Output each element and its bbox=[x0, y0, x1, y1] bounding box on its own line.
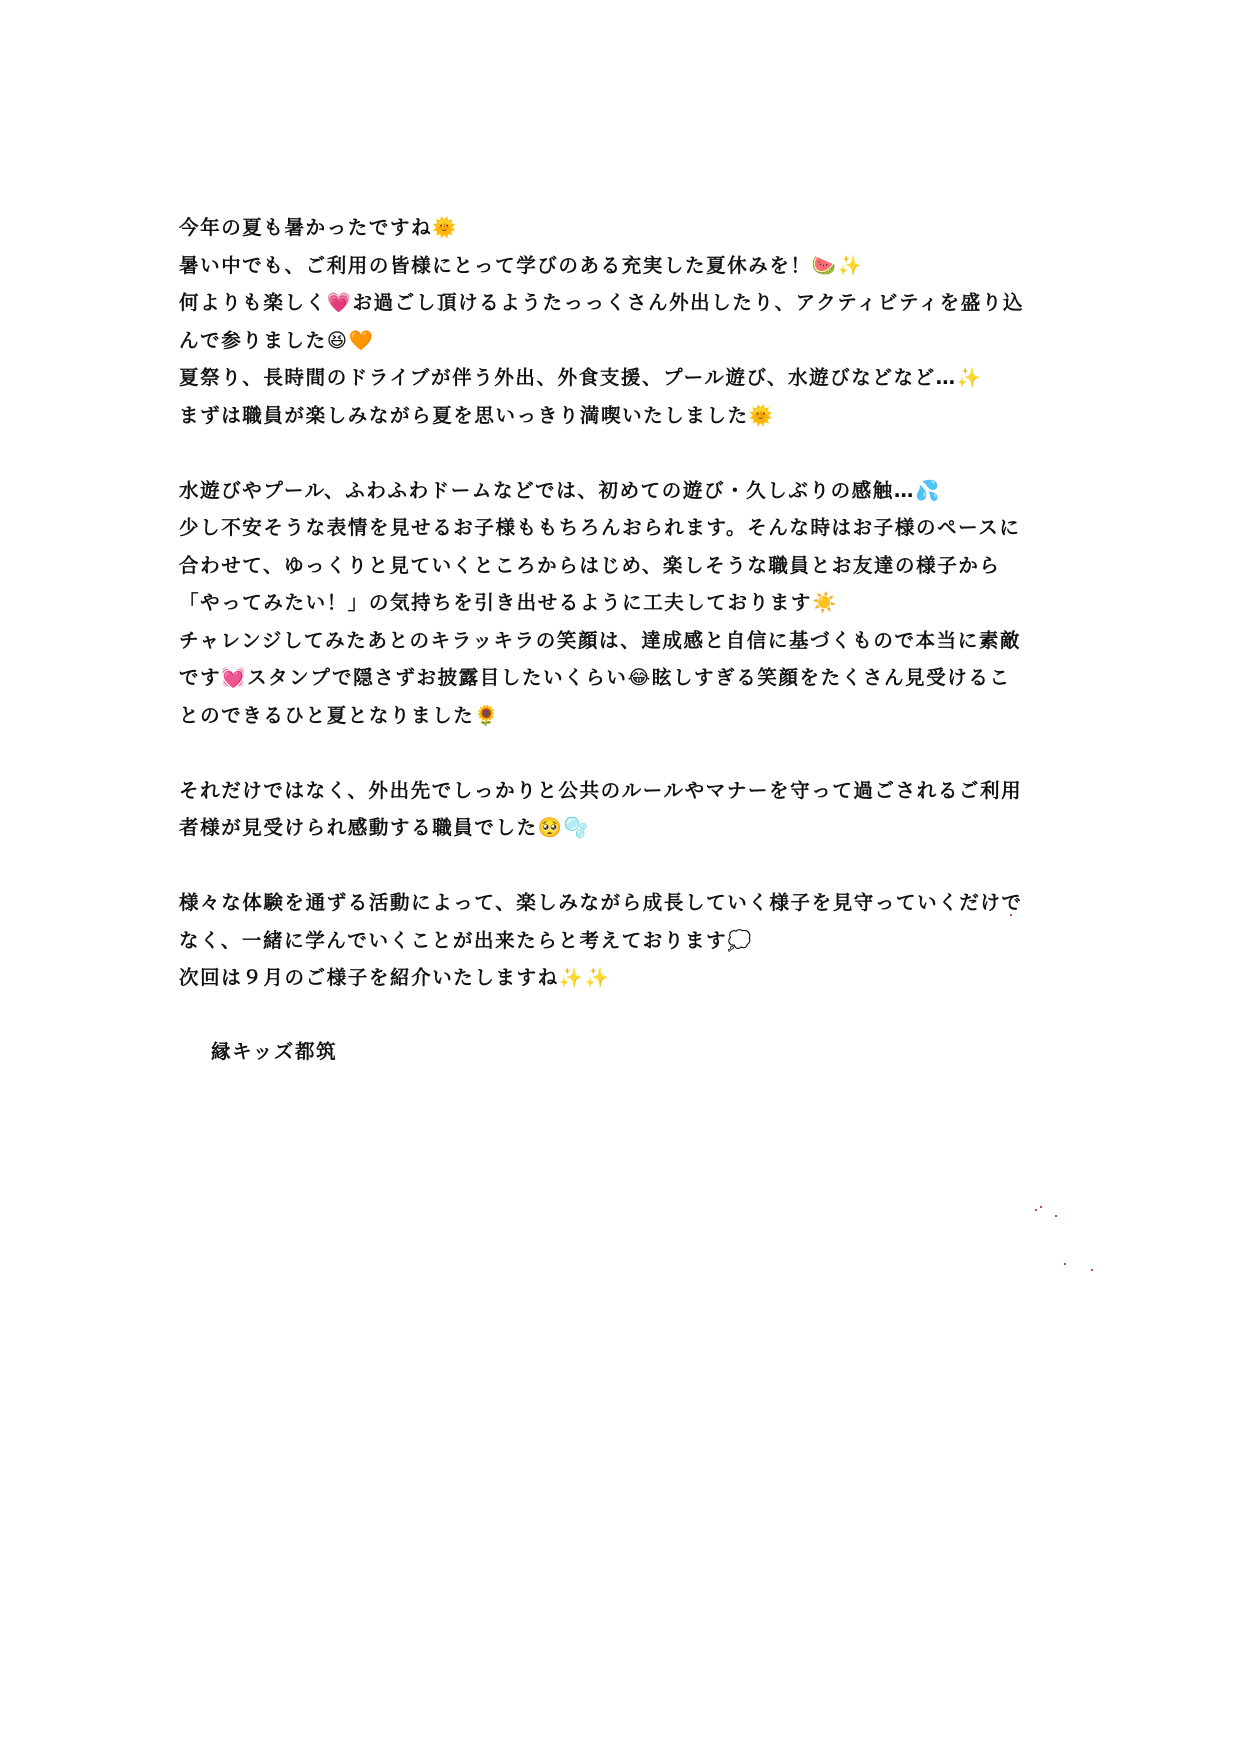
text-line: 様々な体験を通ずる活動によって、楽しみながら成長していく様子を見守っていくだけで bbox=[179, 891, 1023, 914]
text-line: なく、一緒に学んでいくことが出来たらと考えております💭 bbox=[179, 928, 754, 952]
text-line: 暑い中でも、ご利用の皆様にとって学びのある充実した夏休みを！🍉✨ bbox=[179, 253, 864, 277]
paragraph-gap bbox=[179, 734, 1079, 772]
text-line: チャレンジしてみたあとのキラッキラの笑顔は、達成感と自信に基づくもので本当に素敵 bbox=[179, 628, 1022, 652]
body-text bbox=[179, 209, 1079, 997]
text-line: んで参りました😆🧡 bbox=[179, 328, 375, 352]
text-line: 夏祭り、長時間のドライブが伴う外出、外食支援、プール遊び、水遊びなどなど…✨ bbox=[179, 366, 983, 389]
text-line: とのできるひと夏となりました🌻 bbox=[179, 703, 501, 727]
text-line: まずは職員が楽しみながら夏を思いっきり満喫いたしました🌞 bbox=[179, 403, 775, 427]
decorative-speck bbox=[1064, 1263, 1066, 1265]
text-line: 合わせて、ゆっくりと見ていくところからはじめ、楽しそうな職員とお友達の様子から bbox=[179, 553, 1001, 577]
decorative-speck bbox=[1035, 1209, 1037, 1211]
text-line: 次回は９月のご様子を紹介いたしますね✨✨ bbox=[179, 966, 611, 989]
decorative-speck bbox=[1010, 914, 1012, 916]
text-line: 少し不安そうな表情を見せるお子様ももちろんおられます。そんな時はお子様のペースに bbox=[179, 516, 1021, 539]
paragraph-gap bbox=[179, 434, 1079, 472]
decorative-speck bbox=[1091, 1269, 1093, 1271]
text-line: 「やってみたい！」の気持ちを引き出せるように工夫しております☀️ bbox=[179, 591, 838, 614]
text-line: 今年の夏も暑かったですね🌞 bbox=[179, 216, 459, 239]
decorative-speck bbox=[1040, 1206, 1042, 1208]
text-line: 者様が見受けられ感動する職員でした🥺🫧 bbox=[179, 816, 590, 839]
paragraph-gap bbox=[179, 847, 1079, 885]
text-line: それだけではなく、外出先でしっかりと公共のルールやマナーを守って過ごされるご利用 bbox=[179, 778, 1023, 802]
text-line: です💓スタンプで隠さずお披露目したいくらい😂眩しすぎる笑顔をたくさん見受けるこ bbox=[179, 666, 1011, 689]
signature: 縁キッズ都筑 bbox=[211, 1040, 338, 1063]
text-line: 何よりも楽しく💗お過ごし頂けるようたっっくさん外出したり、アクティビティを盛り込 bbox=[179, 291, 1025, 314]
decorative-speck bbox=[1055, 1215, 1057, 1217]
text-line: 水遊びやプール、ふわふわドームなどでは、初めての遊び・久しぶりの感触…💦 bbox=[179, 478, 941, 502]
